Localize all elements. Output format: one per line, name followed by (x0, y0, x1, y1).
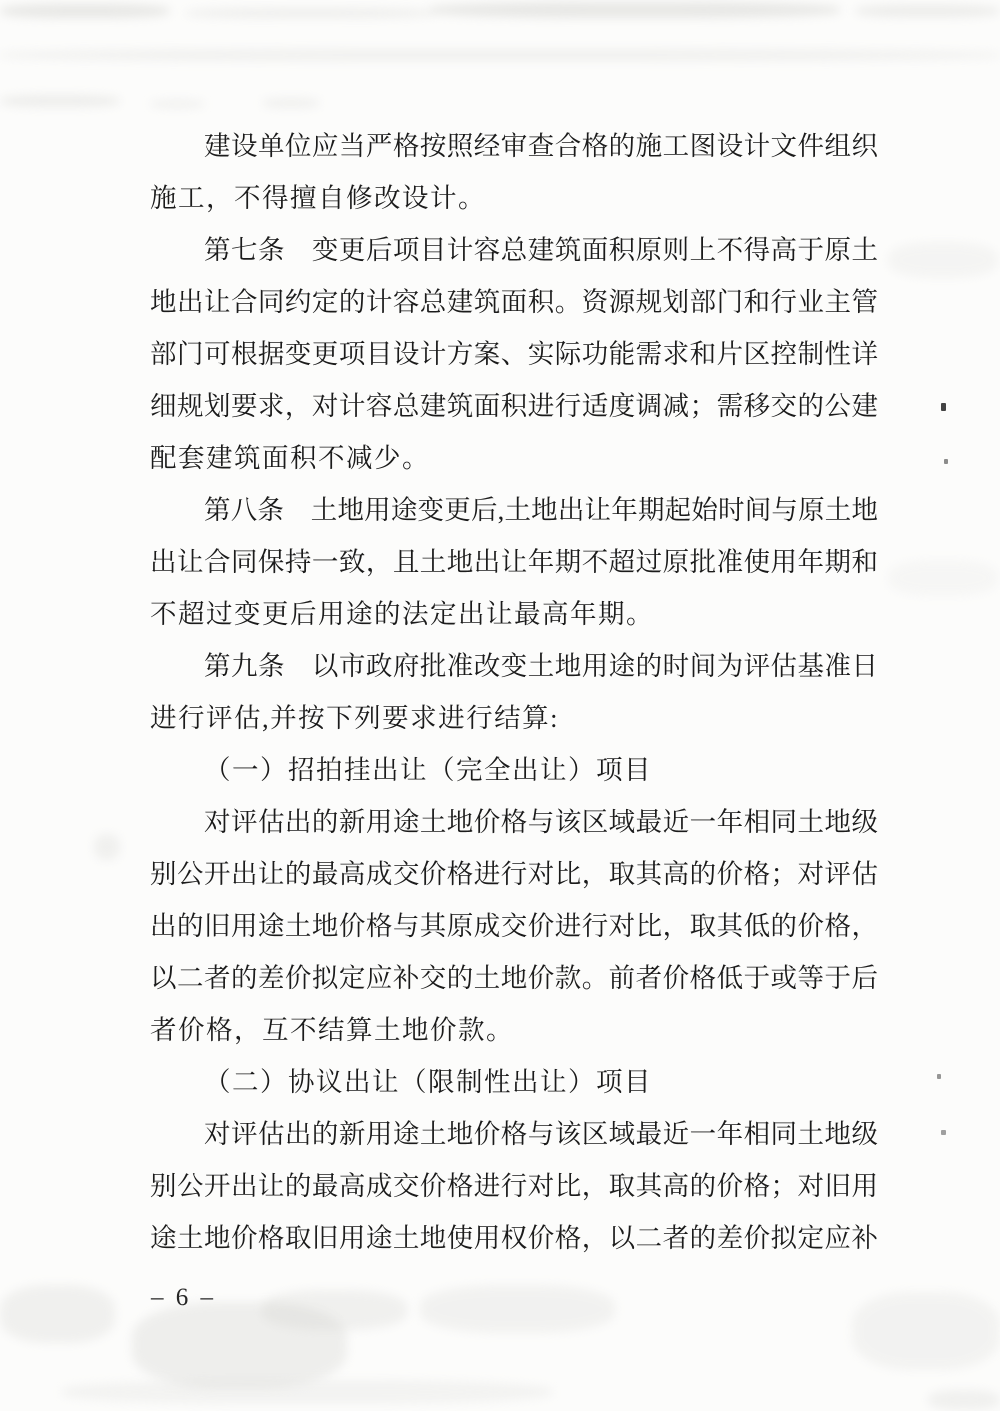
text-line: 施工，不得擅自修改设计。 (150, 183, 486, 213)
scan-smudge (0, 1285, 115, 1343)
text-line: 配套建筑面积不减少。 (150, 443, 430, 473)
text-line: 出让合同保持一致，且土地出让年期不超过原批准使用年期和 (150, 547, 878, 577)
scan-smudge (262, 98, 320, 108)
text-line: 途土地价格取旧用途土地使用权价格，以二者的差价拟定应补 (150, 1223, 878, 1253)
scan-smudge (852, 1292, 1000, 1370)
text-line: 者价格，互不结算土地价款。 (150, 1015, 514, 1045)
scan-speck (937, 1074, 941, 1079)
scan-speck (941, 1130, 946, 1135)
scan-smudge (888, 242, 998, 278)
text-line: 出的旧用途土地价格与其原成交价进行对比，取其低的价格， (150, 911, 878, 941)
scan-smudge (928, 1390, 1000, 1410)
page-number: – 6 – (151, 1284, 216, 1311)
document-body (150, 120, 878, 1264)
scan-smudge (262, 1290, 407, 1330)
scan-smudge (0, 4, 170, 18)
text-line: 细规划要求，对计容总建筑面积进行适度调减；需移交的公建 (150, 391, 878, 421)
text-line: 第九条 以市政府批准改变土地用途的时间为评估基准日 (204, 651, 878, 681)
scan-smudge (0, 49, 1000, 61)
scan-smudge (0, 95, 120, 107)
text-line: （二）协议出让（限制性出让）项目 (204, 1067, 652, 1097)
scan-smudge (888, 560, 998, 596)
scan-smudge (132, 1302, 347, 1388)
text-line: 以二者的差价拟定应补交的土地价款。前者价格低于或等于后 (150, 963, 878, 993)
scan-smudge (855, 5, 1000, 17)
scan-smudge (420, 1285, 615, 1333)
text-line: 第七条 变更后项目计容总建筑面积原则上不得高于原土 (204, 235, 878, 265)
text-line: 地出让合同约定的计容总建筑面积。资源规划部门和行业主管 (150, 287, 878, 317)
text-line: 别公开出让的最高成交价格进行对比，取其高的价格；对评估 (150, 859, 878, 889)
text-line: （一）招拍挂出让（完全出让）项目 (204, 755, 652, 785)
scan-speck (944, 459, 948, 464)
text-line: 第八条 土地用途变更后,土地出让年期起始时间与原土地 (204, 495, 878, 525)
scan-smudge (150, 100, 205, 108)
scan-smudge (430, 2, 840, 18)
scan-smudge (185, 8, 435, 18)
text-line: 部门可根据变更项目设计方案、实际功能需求和片区控制性详 (150, 339, 878, 369)
text-line: 不超过变更后用途的法定出让最高年期。 (150, 599, 654, 629)
text-line: 别公开出让的最高成交价格进行对比，取其高的价格；对旧用 (150, 1171, 878, 1201)
text-line: 进行评估,并按下列要求进行结算: (150, 703, 559, 733)
scan-smudge (94, 834, 120, 860)
scan-smudge (62, 1380, 552, 1404)
text-line: 对评估出的新用途土地价格与该区域最近一年相同土地级 (204, 1119, 878, 1149)
scan-speck (941, 403, 946, 411)
text-line: 对评估出的新用途土地价格与该区域最近一年相同土地级 (204, 807, 878, 837)
text-line: 建设单位应当严格按照经审查合格的施工图设计文件组织 (204, 131, 878, 161)
